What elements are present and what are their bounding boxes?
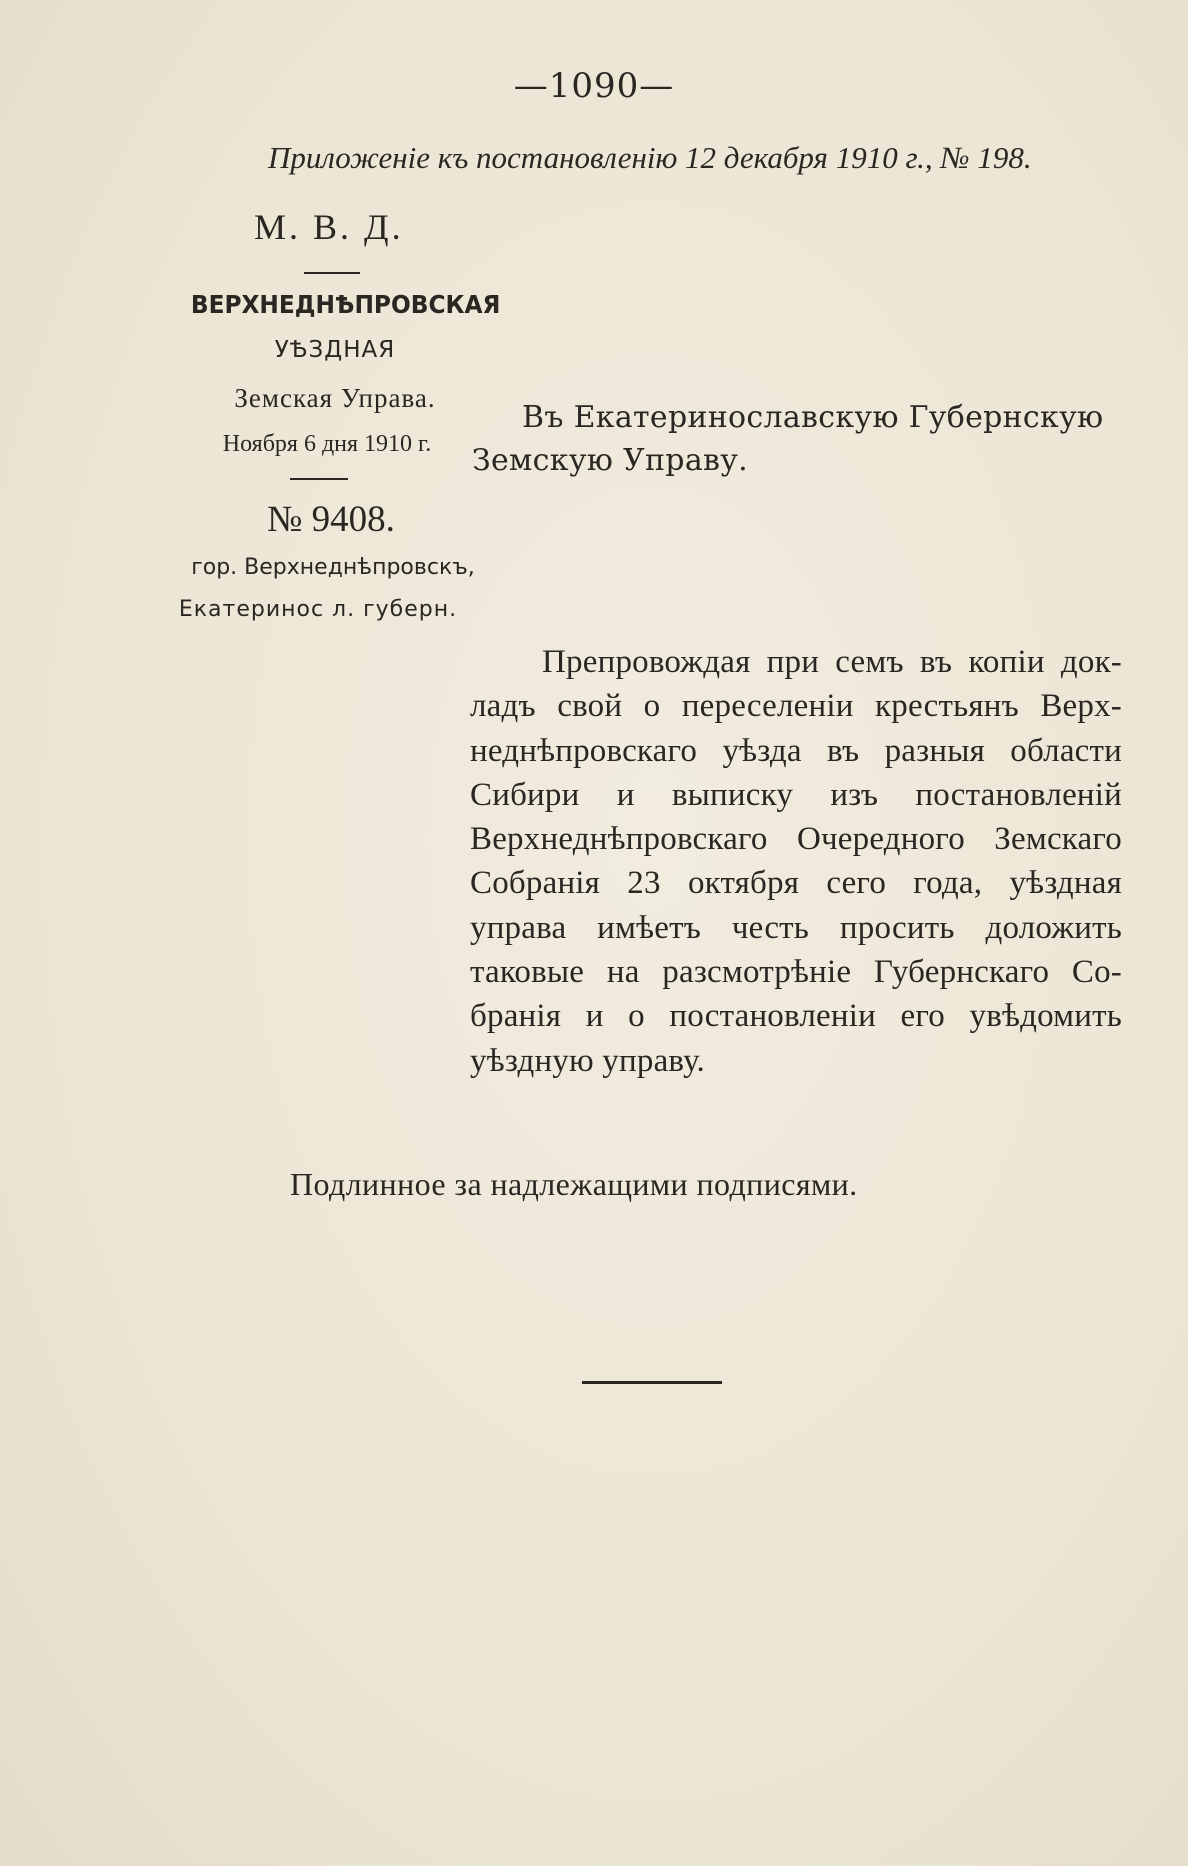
appendix-note: Приложеніе къ постановленію 12 декабря 1910 г., № 198. — [268, 140, 1032, 175]
sender-province: Екатеринос л. губерн. — [178, 597, 458, 622]
signature-note: Подлинное за надлежащими подписями. — [290, 1166, 858, 1202]
body-line: ладъ свой о переселеніи крестьянъ Верх- — [470, 688, 1122, 725]
body-line: Верхнеднѣпровскаго Очередного Земскаго — [470, 821, 1122, 858]
sender-kind: УѢЗДНАЯ — [274, 337, 396, 363]
letter-body — [470, 640, 1122, 1083]
divider-rule — [304, 272, 360, 274]
document-number: № 9408. — [267, 499, 395, 540]
sender-organization: Земская Управа. — [234, 383, 436, 413]
body-line: уѣздную управу. — [470, 1042, 705, 1079]
addressee-block — [472, 396, 1132, 482]
sender-city: гор. Верхнеднѣпровскъ, — [191, 555, 475, 580]
body-line: неднѣпровскаго уѣзда въ разныя области — [470, 732, 1122, 769]
sender-name: ВЕРХНЕДНѢПРОВСКАЯ — [190, 290, 501, 319]
ministry-header: М. В. Д. — [254, 207, 404, 247]
body-line: таковые на разсмотрѣніе Губернскаго Со- — [470, 954, 1122, 991]
body-line: управа имѣетъ честь просить доложить — [470, 909, 1122, 946]
body-line: Собранія 23 октября сего года, уѣздная — [470, 865, 1122, 902]
addressee-line: Въ Екатеринославскую Губернскую — [522, 400, 1104, 435]
body-line: Сибири и выписку изъ постановленій — [470, 776, 1122, 813]
addressee-line: Земскую Управу. — [472, 443, 748, 478]
page-number: —1090— — [513, 66, 675, 106]
sender-date: Ноября 6 дня 1910 г. — [222, 431, 432, 457]
body-line: Препровождая при семъ въ копіи док- — [542, 644, 1122, 680]
divider-rule — [290, 478, 348, 480]
body-line: бранія и о постановленіи его увѣдомить — [470, 998, 1122, 1035]
closing-rule — [582, 1381, 722, 1384]
